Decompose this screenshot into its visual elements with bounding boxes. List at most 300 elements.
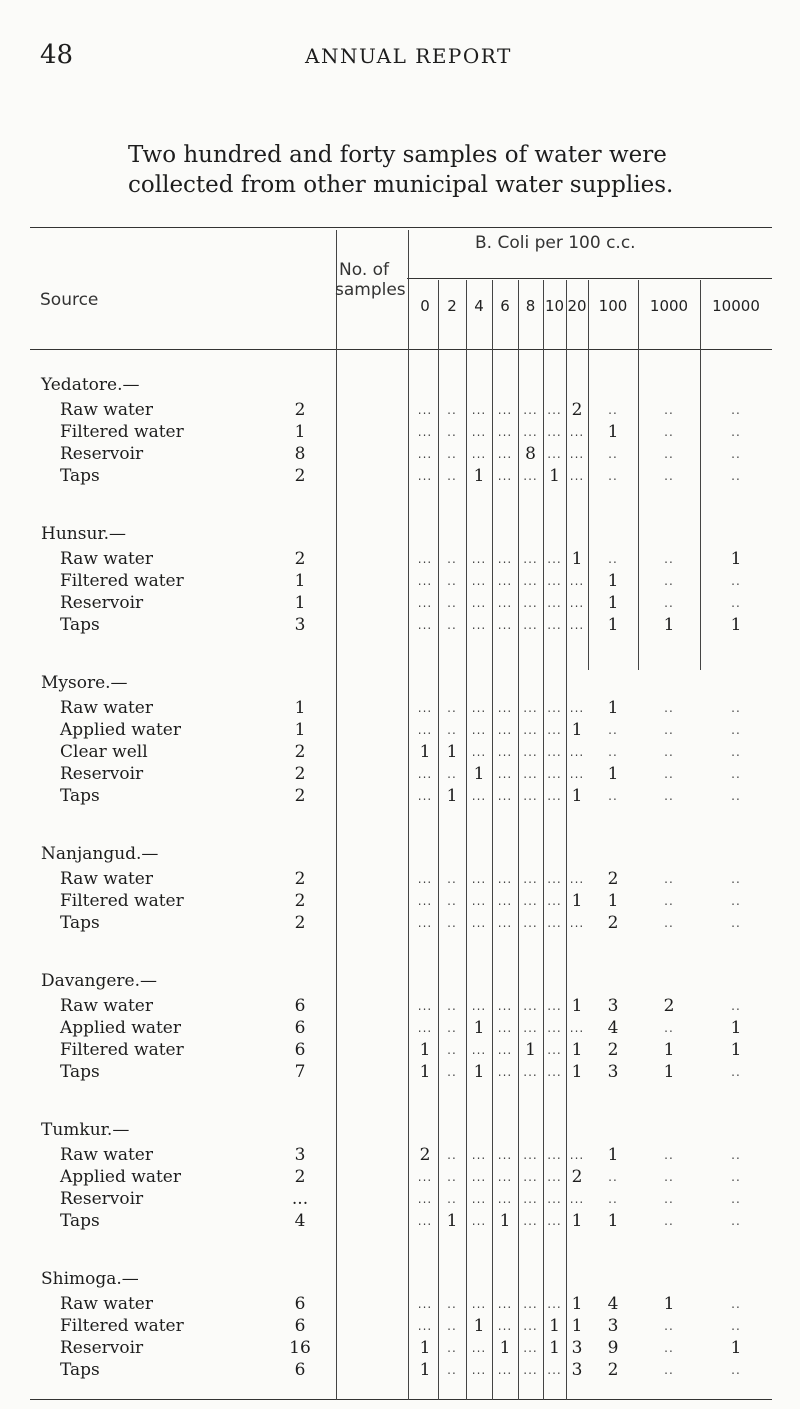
row-count: ... xyxy=(471,425,487,439)
row-count: ... xyxy=(523,552,538,566)
row-count: ... xyxy=(547,894,562,908)
row-count: .. xyxy=(664,872,674,886)
row-count: .. xyxy=(731,999,741,1013)
row-count: ... xyxy=(497,1170,513,1184)
row-count: ... xyxy=(417,469,433,483)
row-count: ... xyxy=(523,999,538,1013)
row-count: 1 xyxy=(473,466,485,486)
row-count: 2 xyxy=(607,913,619,933)
row-count: .. xyxy=(664,723,674,737)
row-count: ... xyxy=(523,916,538,930)
table-row xyxy=(0,1316,800,1338)
row-count: ... xyxy=(471,745,487,759)
row-samples: 8 xyxy=(294,444,306,464)
row-count: 3 xyxy=(607,1316,619,1336)
row-source: Reservoir xyxy=(60,1189,144,1209)
row-count: ... xyxy=(471,999,487,1013)
row-count: ... xyxy=(523,1192,538,1206)
source-column-header: Source xyxy=(40,290,99,310)
row-count: ... xyxy=(471,894,487,908)
row-count: .. xyxy=(447,701,457,715)
row-count: .. xyxy=(664,894,674,908)
row-count: .. xyxy=(447,723,457,737)
samples-column-header-1: No. of xyxy=(339,260,390,280)
table-row xyxy=(0,891,800,913)
row-count: .. xyxy=(731,701,741,715)
row-count: ... xyxy=(547,574,562,588)
row-count: ... xyxy=(471,1214,487,1228)
row-count: .. xyxy=(608,789,618,803)
row-count: ... xyxy=(417,767,433,781)
row-count: .. xyxy=(608,403,618,417)
row-count: 1 xyxy=(607,698,619,718)
header-group-rule xyxy=(407,278,772,279)
row-count: ... xyxy=(547,745,562,759)
row-count: ... xyxy=(523,1170,538,1184)
row-count: 2 xyxy=(663,996,675,1016)
group-heading: Hunsur.— xyxy=(41,524,127,544)
row-count: ... xyxy=(569,447,585,461)
row-count: .. xyxy=(447,1297,457,1311)
row-count: .. xyxy=(608,447,618,461)
row-samples: 2 xyxy=(294,1167,306,1187)
intro-paragraph: Two hundred and forty samples of water were collected from other municipal water supplies. xyxy=(128,142,674,198)
table-row xyxy=(0,869,800,891)
row-count: .. xyxy=(608,1192,618,1206)
row-count: 1 xyxy=(607,764,619,784)
row-count: ... xyxy=(547,1363,562,1377)
row-count: ... xyxy=(547,872,562,886)
row-count: ... xyxy=(547,1297,562,1311)
row-source: Filtered water xyxy=(60,1040,184,1060)
row-count: ... xyxy=(497,403,513,417)
row-samples: 3 xyxy=(294,1145,306,1165)
row-count: .. xyxy=(731,1363,741,1377)
row-samples: 3 xyxy=(294,615,306,635)
row-count: ... xyxy=(547,596,562,610)
table-row xyxy=(0,1338,800,1360)
table-row xyxy=(0,1211,800,1233)
row-count: .. xyxy=(731,469,741,483)
row-count: ... xyxy=(417,552,433,566)
row-samples: 6 xyxy=(294,1018,306,1038)
row-count: ... xyxy=(547,1148,562,1162)
row-count: ... xyxy=(497,425,513,439)
row-count: ... xyxy=(471,789,487,803)
row-count: ... xyxy=(497,618,513,632)
row-count: ... xyxy=(417,1021,433,1035)
row-count: 1 xyxy=(446,786,458,806)
row-samples: 2 xyxy=(294,466,306,486)
row-source: Taps xyxy=(60,1062,100,1082)
row-count: 1 xyxy=(607,891,619,911)
row-source: Reservoir xyxy=(60,593,144,613)
group-heading: Shimoga.— xyxy=(41,1269,139,1289)
row-count: ... xyxy=(547,767,562,781)
table-row xyxy=(0,1167,800,1189)
row-count: .. xyxy=(664,1192,674,1206)
row-count: 1 xyxy=(473,1062,485,1082)
row-count: ... xyxy=(471,723,487,737)
table-row xyxy=(0,742,800,764)
row-count: 3 xyxy=(571,1338,583,1358)
bcoli-column-header: 8 xyxy=(525,297,536,315)
page-number: 48 xyxy=(40,40,74,70)
row-count: ... xyxy=(569,701,585,715)
row-count: ... xyxy=(523,1214,538,1228)
row-count: 1 xyxy=(607,1211,619,1231)
table-row xyxy=(0,764,800,786)
row-count: ... xyxy=(547,618,562,632)
table-row xyxy=(0,444,800,466)
row-count: .. xyxy=(447,1363,457,1377)
row-count: .. xyxy=(447,596,457,610)
row-source: Applied water xyxy=(60,1018,181,1038)
row-count: ... xyxy=(417,872,433,886)
row-count: 4 xyxy=(607,1018,619,1038)
row-count: 1 xyxy=(419,1062,431,1082)
row-count: .. xyxy=(447,403,457,417)
row-count: 2 xyxy=(607,1360,619,1380)
row-count: ... xyxy=(523,701,538,715)
bcoli-column-header: 100 xyxy=(598,297,628,315)
row-count: ... xyxy=(523,596,538,610)
row-count: .. xyxy=(447,894,457,908)
row-count: 1 xyxy=(663,1040,675,1060)
row-count: ... xyxy=(523,1065,538,1079)
row-count: ... xyxy=(497,1148,513,1162)
row-count: .. xyxy=(731,1192,741,1206)
table-row xyxy=(0,615,800,637)
row-source: Reservoir xyxy=(60,444,144,464)
row-count: ... xyxy=(417,916,433,930)
table-row xyxy=(0,996,800,1018)
table-row xyxy=(0,698,800,720)
row-count: .. xyxy=(664,767,674,781)
table-row xyxy=(0,720,800,742)
row-count: .. xyxy=(447,872,457,886)
bcoli-column-header: 1000 xyxy=(649,297,689,315)
row-source: Raw water xyxy=(60,1294,153,1314)
row-count: .. xyxy=(731,745,741,759)
row-count: ... xyxy=(547,552,562,566)
row-count: 1 xyxy=(571,549,583,569)
row-count: 1 xyxy=(446,1211,458,1231)
row-count: ... xyxy=(497,1363,513,1377)
row-count: ... xyxy=(471,872,487,886)
row-count: ... xyxy=(523,403,538,417)
row-count: ... xyxy=(497,574,513,588)
row-count: 1 xyxy=(473,1316,485,1336)
row-count: ... xyxy=(569,872,585,886)
row-count: ... xyxy=(523,1021,538,1035)
row-count: ... xyxy=(497,916,513,930)
row-samples: 4 xyxy=(294,1211,306,1231)
row-count: .. xyxy=(447,1170,457,1184)
row-count: .. xyxy=(664,916,674,930)
row-count: ... xyxy=(547,425,562,439)
row-samples: 2 xyxy=(294,891,306,911)
row-count: .. xyxy=(664,574,674,588)
row-source: Raw water xyxy=(60,400,153,420)
row-count: .. xyxy=(447,1021,457,1035)
row-source: Applied water xyxy=(60,720,181,740)
row-count: .. xyxy=(664,1319,674,1333)
row-count: ... xyxy=(417,1319,433,1333)
row-count: .. xyxy=(731,447,741,461)
row-count: ... xyxy=(497,789,513,803)
row-count: 1 xyxy=(663,1294,675,1314)
row-count: ... xyxy=(497,1021,513,1035)
row-count: ... xyxy=(497,1065,513,1079)
row-count: 1 xyxy=(473,1018,485,1038)
row-count: 1 xyxy=(571,1294,583,1314)
row-count: ... xyxy=(417,999,433,1013)
row-samples: 2 xyxy=(294,869,306,889)
row-count: ... xyxy=(497,701,513,715)
bcoli-column-header: 10000 xyxy=(712,297,760,315)
table-row xyxy=(0,1360,800,1382)
row-count: ... xyxy=(497,872,513,886)
row-count: 3 xyxy=(607,996,619,1016)
row-samples: 1 xyxy=(294,422,306,442)
table-row xyxy=(0,422,800,444)
row-samples: 6 xyxy=(294,1294,306,1314)
bcoli-column-header: 6 xyxy=(500,297,510,315)
row-count: ... xyxy=(471,403,487,417)
row-count: .. xyxy=(447,618,457,632)
row-samples: 2 xyxy=(294,786,306,806)
row-source: Raw water xyxy=(60,549,153,569)
group-heading: Nanjangud.— xyxy=(41,844,159,864)
row-count: ... xyxy=(471,574,487,588)
row-count: ... xyxy=(569,425,585,439)
row-samples: 6 xyxy=(294,1316,306,1336)
group-heading: Mysore.— xyxy=(41,673,128,693)
row-count: ... xyxy=(497,1297,513,1311)
bcoli-column-header: 2 xyxy=(447,297,457,315)
row-count: ... xyxy=(497,447,513,461)
row-count: .. xyxy=(664,1170,674,1184)
row-samples: 2 xyxy=(294,742,306,762)
bcoli-column-header: 20 xyxy=(567,297,587,315)
row-count: .. xyxy=(608,723,618,737)
row-count: ... xyxy=(417,1297,433,1311)
row-count: ... xyxy=(471,1192,487,1206)
row-source: Taps xyxy=(60,913,100,933)
row-count: .. xyxy=(731,789,741,803)
row-count: ... xyxy=(523,894,538,908)
row-count: 2 xyxy=(571,1167,583,1187)
running-title: ANNUAL REPORT xyxy=(305,44,512,68)
row-count: ... xyxy=(471,1148,487,1162)
row-count: ... xyxy=(569,469,585,483)
row-count: 1 xyxy=(571,1062,583,1082)
row-count: ... xyxy=(497,469,513,483)
row-count: 1 xyxy=(571,720,583,740)
table-row xyxy=(0,1040,800,1062)
row-count: 1 xyxy=(571,891,583,911)
row-count: ... xyxy=(523,574,538,588)
row-count: .. xyxy=(731,425,741,439)
row-source: Filtered water xyxy=(60,422,184,442)
row-count: ... xyxy=(417,425,433,439)
row-count: .. xyxy=(447,1192,457,1206)
row-count: 1 xyxy=(730,1338,742,1358)
row-count: .. xyxy=(664,447,674,461)
table-row xyxy=(0,400,800,422)
row-count: .. xyxy=(447,574,457,588)
row-count: 1 xyxy=(549,466,560,486)
row-count: .. xyxy=(447,767,457,781)
row-samples: 2 xyxy=(294,764,306,784)
row-count: ... xyxy=(569,596,585,610)
row-count: ... xyxy=(417,1214,433,1228)
row-count: .. xyxy=(664,425,674,439)
row-count: .. xyxy=(447,552,457,566)
row-count: 1 xyxy=(571,1316,583,1336)
row-samples: 2 xyxy=(294,549,306,569)
row-count: 2 xyxy=(571,400,583,420)
row-count: 1 xyxy=(571,1040,583,1060)
table-row xyxy=(0,1018,800,1040)
row-count: .. xyxy=(664,1214,674,1228)
row-count: ... xyxy=(497,552,513,566)
row-count: ... xyxy=(497,999,513,1013)
row-count: 1 xyxy=(730,1018,742,1038)
table-row xyxy=(0,593,800,615)
row-count: ... xyxy=(497,596,513,610)
bcoli-column-header: 4 xyxy=(474,297,484,315)
row-samples: 2 xyxy=(294,400,306,420)
row-count: ... xyxy=(471,447,487,461)
row-count: ... xyxy=(471,552,487,566)
row-count: ... xyxy=(471,701,487,715)
row-count: ... xyxy=(497,1043,513,1057)
row-source: Reservoir xyxy=(60,1338,144,1358)
row-count: ... xyxy=(523,1297,538,1311)
row-count: ... xyxy=(523,767,538,781)
row-count: ... xyxy=(523,1319,538,1333)
row-count: ... xyxy=(417,618,433,632)
row-count: ... xyxy=(547,1192,562,1206)
row-count: ... xyxy=(569,767,585,781)
row-count: ... xyxy=(569,745,585,759)
row-count: ... xyxy=(547,1065,562,1079)
row-count: ... xyxy=(547,723,562,737)
row-count: 3 xyxy=(607,1062,619,1082)
table-row xyxy=(0,1062,800,1084)
row-samples: 1 xyxy=(294,571,306,591)
row-count: 1 xyxy=(419,742,431,762)
row-samples: 16 xyxy=(289,1338,311,1358)
row-count: ... xyxy=(497,745,513,759)
row-count: 1 xyxy=(571,1211,583,1231)
row-source: Taps xyxy=(60,615,100,635)
row-count: .. xyxy=(664,403,674,417)
row-count: ... xyxy=(547,1043,562,1057)
row-count: ... xyxy=(523,723,538,737)
row-count: .. xyxy=(731,1065,741,1079)
header-bottom-rule xyxy=(30,349,772,350)
row-source: Raw water xyxy=(60,698,153,718)
row-count: ... xyxy=(523,1148,538,1162)
row-count: .. xyxy=(731,894,741,908)
row-count: .. xyxy=(447,425,457,439)
row-count: .. xyxy=(664,1341,674,1355)
row-count: ... xyxy=(523,872,538,886)
row-count: .. xyxy=(731,916,741,930)
row-samples: 6 xyxy=(294,1040,306,1060)
row-source: Clear well xyxy=(60,742,148,762)
row-count: ... xyxy=(497,767,513,781)
row-count: ... xyxy=(547,1021,562,1035)
table-row xyxy=(0,466,800,488)
row-count: 1 xyxy=(419,1360,431,1380)
row-count: 1 xyxy=(499,1338,511,1358)
row-count: .. xyxy=(731,723,741,737)
row-count: 4 xyxy=(607,1294,619,1314)
row-count: 8 xyxy=(525,444,536,464)
row-count: 2 xyxy=(419,1145,431,1165)
row-count: ... xyxy=(547,403,562,417)
row-count: 1 xyxy=(607,615,619,635)
row-samples: 7 xyxy=(294,1062,306,1082)
table-row xyxy=(0,1294,800,1316)
row-count: .. xyxy=(664,552,674,566)
row-count: ... xyxy=(497,894,513,908)
row-count: ... xyxy=(471,618,487,632)
row-count: .. xyxy=(447,999,457,1013)
row-count: .. xyxy=(664,745,674,759)
row-source: Raw water xyxy=(60,869,153,889)
bcoli-column-header: 10 xyxy=(544,297,565,315)
row-samples: ... xyxy=(291,1189,309,1209)
row-count: .. xyxy=(731,1297,741,1311)
row-count: ... xyxy=(417,403,433,417)
row-source: Taps xyxy=(60,1360,100,1380)
row-count: ... xyxy=(547,447,562,461)
row-count: 2 xyxy=(607,1040,619,1060)
group-heading: Tumkur.— xyxy=(41,1120,130,1140)
row-count: 1 xyxy=(607,571,619,591)
row-count: 1 xyxy=(730,549,742,569)
row-count: ... xyxy=(523,745,538,759)
row-count: .. xyxy=(447,1341,457,1355)
bcoli-column-header: 0 xyxy=(420,297,430,315)
row-count: ... xyxy=(497,723,513,737)
row-count: .. xyxy=(608,552,618,566)
row-count: .. xyxy=(731,1319,741,1333)
row-count: ... xyxy=(417,701,433,715)
row-count: ... xyxy=(417,574,433,588)
row-count: 1 xyxy=(419,1338,431,1358)
row-count: 1 xyxy=(525,1040,536,1060)
row-count: ... xyxy=(417,1192,433,1206)
row-count: ... xyxy=(569,574,585,588)
row-count: .. xyxy=(664,701,674,715)
row-count: ... xyxy=(471,596,487,610)
row-count: ... xyxy=(417,894,433,908)
row-count: ... xyxy=(497,1319,513,1333)
row-count: ... xyxy=(417,723,433,737)
row-count: ... xyxy=(523,618,538,632)
row-count: ... xyxy=(417,789,433,803)
row-count: ... xyxy=(417,1170,433,1184)
row-source: Taps xyxy=(60,466,100,486)
row-source: Raw water xyxy=(60,1145,153,1165)
row-samples: 1 xyxy=(294,593,306,613)
